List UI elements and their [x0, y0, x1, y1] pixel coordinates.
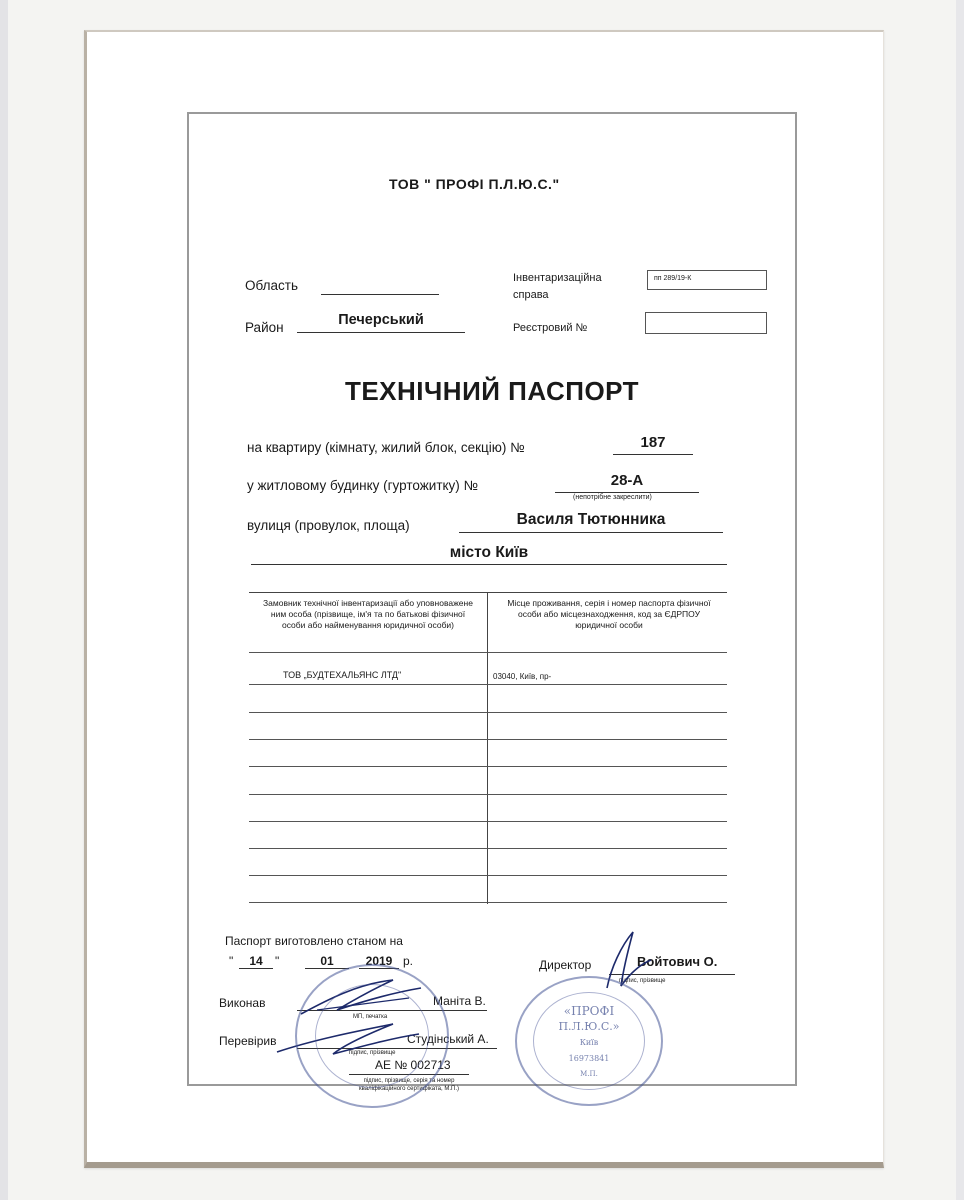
document-sheet — [84, 30, 884, 1168]
inventory-label-line1: Інвентаризаційна — [513, 272, 602, 284]
prepared-label: Паспорт виготовлено станом на — [225, 934, 403, 948]
company-stamp — [515, 976, 666, 1106]
stamp-org-text: «ПРОФІ — [563, 1004, 615, 1018]
executed-name: Маніта В. — [433, 994, 486, 1008]
building-label: у житловому будинку (гуртожитку) № — [247, 478, 479, 493]
director-caption: підпис, прізвище — [619, 978, 666, 984]
inventory-stamp-inner — [315, 984, 429, 1088]
phone-edge-left — [0, 0, 8, 1200]
checked-name: Студінський А. — [407, 1032, 489, 1046]
table-row — [249, 875, 727, 876]
table-row — [249, 739, 727, 740]
table-top-border — [249, 592, 727, 593]
region-label: Область — [245, 278, 298, 293]
table-row — [249, 712, 727, 713]
building-value: 28-А — [610, 472, 644, 489]
registry-box — [645, 312, 767, 334]
date-day: 14 — [239, 954, 273, 969]
date-year-suffix: р. — [403, 954, 414, 968]
inventory-label — [513, 270, 602, 304]
document-title: ТЕХНІЧНИЙ ПАСПОРТ — [344, 376, 640, 406]
inventory-label-line2: справа — [513, 289, 549, 301]
district-label: Район — [245, 320, 284, 335]
city-value: місто Київ — [449, 544, 529, 561]
table-row — [249, 821, 727, 822]
stamp-mp: М.П. — [580, 1070, 598, 1078]
date-month: 01 — [305, 954, 349, 969]
passport-form: ТОВ " ПРОФІ П.Л.Ю.С." Область Район Печерський Інвентаризаційна справа пп 289/19-К Реєстровий № ТЕХНІЧНИЙ ПАСПОРТ на квартиру (кімнату, жилий блок, секцію) № 187 у житловому будинку (гуртожитку) № 28-А (непотрібне закреслити) вулиця (провулок, площа) Василя Тютюнника місто Київ Замовник технічної інвентаризації або уповноважене ним особа (прізвище, ім'я та по батькові фізичної особи або найменування юридичної особи) Місце проживання, серія і номер паспорта фізичної особи або місцезнаходження, код за ЄДРПОУ юридичної особи ТОВ „БУДТЕХАЛЬЯНС ЛТД" 03040, Київ, пр- Паспорт виготовлено станом на " 14 " 01 2019 р. Директор Войтович О. підпис, прізвище Виконав Маніта В. МП, печатка Перевірив Студінський А. підпис, прізвище АЕ № 002713 підпис, прізвище, серія та номер кваліфікаційного сертифіката, М.П.) «ПРОФІ П.Л.Ю.С.» Київ 16973841 М.П. — [187, 112, 797, 1086]
executed-label: Виконав — [219, 996, 266, 1010]
inventory-stamp — [295, 964, 449, 1108]
customer-table — [249, 592, 727, 904]
stamp-org-text-2: П.Л.Ю.С.» — [558, 1020, 620, 1033]
table-row-address: 03040, Київ, пр- — [493, 672, 552, 681]
stamp-code: 16973841 — [568, 1054, 610, 1063]
region-field — [321, 280, 439, 295]
table-column-divider — [487, 592, 488, 904]
checked-caption: підпис, прізвище — [349, 1050, 396, 1056]
executed-caption: МП, печатка — [353, 1014, 388, 1020]
table-row — [249, 848, 727, 849]
apartment-value: 187 — [640, 434, 666, 451]
building-note: (непотрібне закреслити) — [573, 494, 652, 501]
organization-name: ТОВ " ПРОФІ П.Л.Ю.С." — [389, 176, 560, 192]
table-header-customer: Замовник технічної інвентаризації або уповноважене ним особа (прізвище, ім'я та по батькові фізичної особи або найменування юридичної особи) — [263, 598, 473, 630]
district-value: Печерський — [338, 312, 424, 328]
street-value: Василя Тютюнника — [516, 511, 666, 528]
director-name: Войтович О. — [637, 954, 718, 969]
certificate-caption: підпис, прізвище, серія та номер кваліфікаційного сертифіката, М.П.) — [349, 1074, 469, 1093]
table-header-border — [249, 652, 727, 653]
apartment-label: на квартиру (кімнату, жилий блок, секцію) № — [247, 440, 525, 455]
director-label: Директор — [539, 958, 592, 972]
street-label: вулиця (провулок, площа) — [247, 518, 410, 533]
registry-label: Реєстровий № — [513, 322, 588, 334]
table-row — [249, 684, 727, 685]
table-row-customer: ТОВ „БУДТЕХАЛЬЯНС ЛТД" — [283, 670, 402, 680]
table-row — [249, 794, 727, 795]
certificate-number: АЕ № 002713 — [375, 1058, 451, 1072]
inventory-box — [647, 270, 767, 290]
inventory-value: пп 289/19-К — [654, 275, 692, 282]
table-header-address: Місце проживання, серія і номер паспорта фізичної особи або місцезнаходження, код за ЄДРПОУ юридичної особи — [507, 598, 711, 630]
phone-edge-right — [956, 0, 964, 1200]
table-row — [249, 766, 727, 767]
table-row — [249, 902, 727, 903]
date-year: 2019 — [359, 954, 399, 969]
stamp-city: Київ — [579, 1038, 599, 1047]
checked-label: Перевірив — [219, 1034, 277, 1048]
